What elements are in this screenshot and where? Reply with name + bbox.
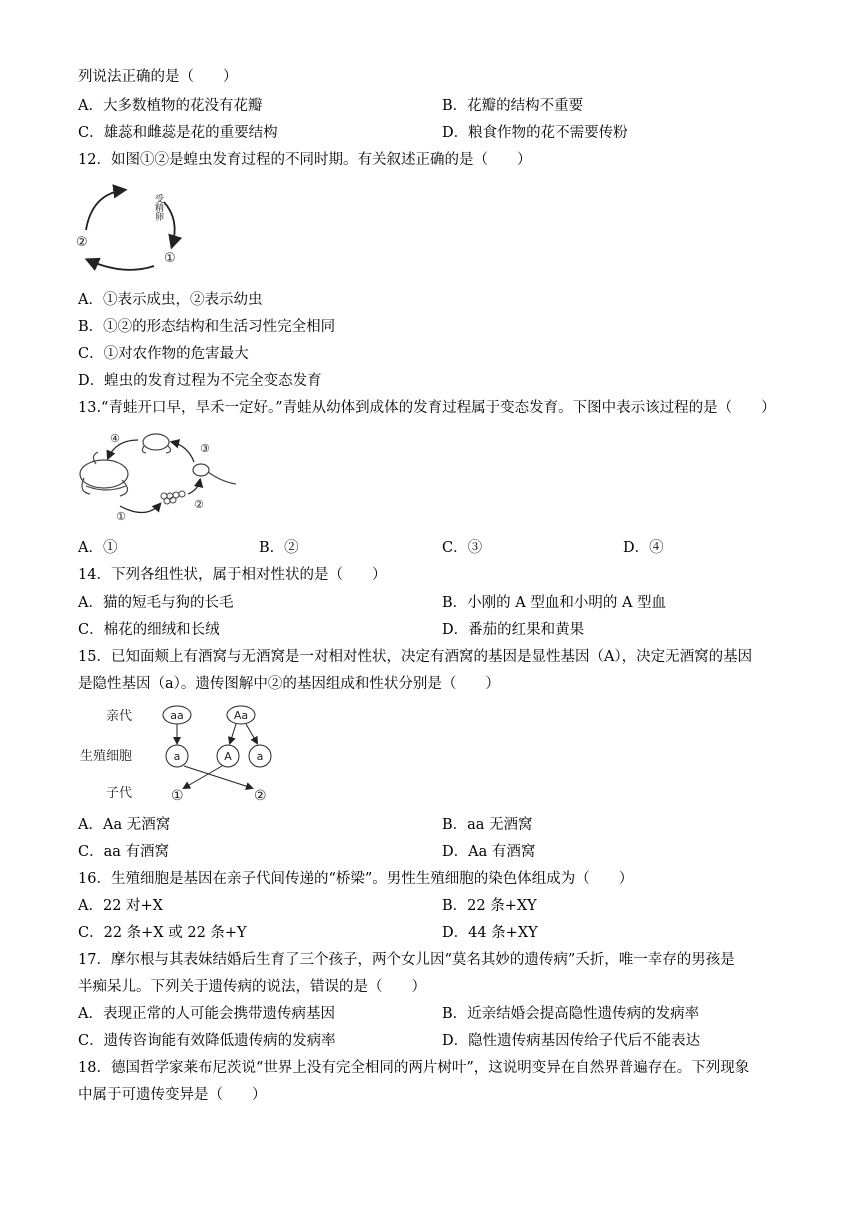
q12-locust-cycle-figure <box>74 180 194 280</box>
svg-text:Aa: Aa <box>233 709 249 722</box>
q14-option-c: C．棉花的细绒和长绒 <box>78 622 220 638</box>
fig12-center-label: 受精卵 <box>153 194 163 221</box>
q17-stem-line1: 17．摩尔根与其表妹结婚后生育了三个孩子，两个女儿因“莫名其妙的遗传病”夭折，唯一幸存的男孩是 <box>78 952 735 968</box>
child-1-marker: ① <box>171 788 184 804</box>
q16-option-b: B．22 条+XY <box>442 898 537 914</box>
q12-option-b: B．①②的形态结构和生活习性完全相同 <box>78 319 336 335</box>
q12-option-c: C．①对农作物的危害最大 <box>78 346 249 362</box>
q11-option-a: A．大多数植物的花没有花瓣 <box>78 98 263 114</box>
svg-text:a: a <box>256 750 264 763</box>
q13-frog-cycle-figure <box>76 428 241 528</box>
q18-stem-line1: 18．德国哲学家莱布尼茨说“世界上没有完全相同的两片树叶”，这说明变异在自然界普遍存在。下列现象 <box>78 1060 750 1076</box>
q17-option-b: B．近亲结婚会提高隐性遗传病的发病率 <box>442 1006 700 1022</box>
fig13-marker-4: ④ <box>110 432 120 445</box>
child-2-marker: ② <box>254 788 267 804</box>
fig13-marker-2: ② <box>194 498 204 511</box>
q16-option-d: D．44 条+XY <box>442 925 538 941</box>
q15-option-b: B．aa 无酒窝 <box>442 817 533 833</box>
egg-cluster-image <box>161 491 185 504</box>
q15-stem-line1: 15．已知面颊上有酒窝与无酒窝是一对相对性状，决定有酒窝的基因是显性基因（A），决定无酒窝的基因 <box>78 649 753 665</box>
adult-frog-image <box>80 452 128 496</box>
q13-option-b: B．② <box>259 540 299 556</box>
frog-arrow-2 <box>188 480 200 494</box>
q16-stem: 16．生殖细胞是基因在亲子代间传递的“桥梁”。男性生殖细胞的染色体组成为（ ） <box>78 871 634 887</box>
q17-option-c: C．遗传咨询能有效降低遗传病的发病率 <box>78 1033 336 1049</box>
q16-option-a: A．22 对+X <box>78 898 164 914</box>
svg-text:a: a <box>173 750 181 763</box>
q11-stem-tail: 列说法正确的是（ ） <box>78 69 238 85</box>
young-frog-image <box>142 434 170 453</box>
q15-option-a: A．Aa 无酒窝 <box>78 817 171 833</box>
q15-option-d: D．Aa 有酒窝 <box>442 844 536 860</box>
cycle-arrow-top-left <box>86 190 124 230</box>
q11-option-d: D．粮食作物的花不需要传粉 <box>442 125 628 141</box>
svg-text:aa: aa <box>170 709 184 722</box>
q14-option-b: B．小刚的 A 型血和小明的 A 型血 <box>442 595 667 611</box>
fig15-row-child: 子代 <box>106 786 133 801</box>
q12-stem: 12．如图①②是蝗虫发育过程的不同时期。有关叙述正确的是（ ） <box>78 152 532 168</box>
q11-option-b: B．花瓣的结构不重要 <box>442 98 584 114</box>
q17-option-a: A．表现正常的人可能会携带遗传病基因 <box>78 1006 335 1022</box>
q11-option-c: C．雄蕊和雌蕊是花的重要结构 <box>78 125 278 141</box>
q15-option-c: C．aa 有酒窝 <box>78 844 169 860</box>
q17-option-d: D．隐性遗传病基因传给子代后不能表达 <box>442 1033 701 1049</box>
svg-text:A: A <box>224 750 232 763</box>
fig13-marker-1: ① <box>116 510 126 523</box>
q12-option-d: D．蝗虫的发育过程为不完全变态发育 <box>78 373 322 389</box>
fig12-marker-2: ② <box>76 235 88 250</box>
q14-option-d: D．番茄的红果和黄果 <box>442 622 585 638</box>
fig15-row-gamete: 生殖细胞 <box>80 749 133 764</box>
q16-option-c: C．22 条+X 或 22 条+Y <box>78 925 247 941</box>
q14-option-a: A．猫的短毛与狗的长毛 <box>78 595 234 611</box>
fig13-marker-3: ③ <box>200 442 210 455</box>
q13-stem: 13.“青蛙开口早，旱禾一定好。”青蛙从幼体到成体的发育过程属于变态发育。下图中表示该过程的是（ ） <box>78 400 776 416</box>
q13-option-a: A．① <box>78 540 118 556</box>
q17-stem-line2: 半痴呆儿。下列关于遗传病的说法，错误的是（ ） <box>78 979 426 995</box>
q13-option-c: C．③ <box>442 540 483 556</box>
q15-stem-line2: 是隐性基因（a）。遗传图解中②的基因组成和性状分别是（ ） <box>78 676 500 692</box>
q14-stem: 14．下列各组性状，属于相对性状的是（ ） <box>78 567 387 583</box>
q18-stem-line2: 中属于可遗传变异是（ ） <box>78 1087 267 1103</box>
cycle-arrow-bottom <box>88 260 154 270</box>
q12-option-a: A．①表示成虫，②表示幼虫 <box>78 292 263 308</box>
fig12-marker-1: ① <box>164 251 176 266</box>
frog-arrow-3 <box>172 442 194 462</box>
frog-arrow-1 <box>120 504 160 513</box>
cycle-arrow-right <box>164 202 175 246</box>
q13-option-d: D．④ <box>623 540 664 556</box>
fig15-row-parent: 亲代 <box>106 709 133 724</box>
q15-inheritance-diagram <box>76 700 286 808</box>
